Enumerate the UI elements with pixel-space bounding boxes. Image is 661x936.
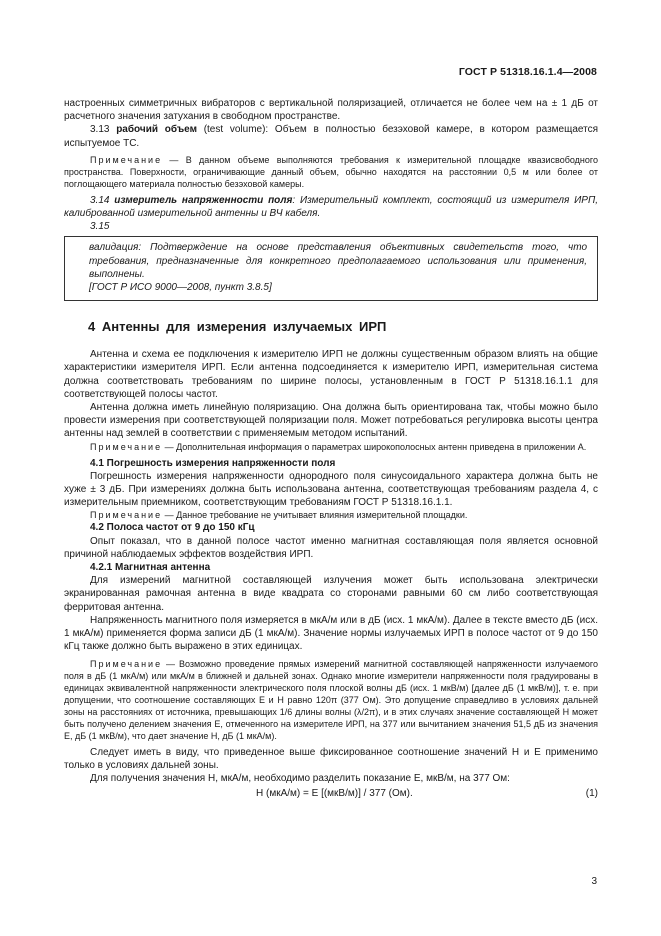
box-reference: [ГОСТ Р ИСО 9000—2008, пункт 3.8.5]: [89, 282, 272, 294]
subsection-4-2-1-paragraph-1: Для измерений магнитной составляющей излучения может быть использована электрически экранированная рамочная антенна в виде квадрата со сторонами равными 60 см либо соответствующая ферритовая антенна.: [64, 575, 598, 613]
definition-number: 3.13: [90, 124, 110, 136]
section-4-heading: 4 Антенны для измерения излучаемых ИРП: [88, 319, 387, 335]
note-label: Примечание: [90, 658, 163, 669]
note-label: Примечание: [90, 154, 163, 165]
note-text: — В данном объеме выполняются требования к измерительной площадке квазисвободного пространства. Поверхности, ограничивающие данный объем, обычно находятся на расстоянии 0,5 м или более от поглощающего материала полностью безэховой камеры.: [64, 154, 598, 189]
definition-text: (test volume): Объем в полностью безэховой камере, в котором размещается испытуемое ТС.: [64, 124, 598, 149]
note-text: — Дополнительная информация о параметрах широкополосных антенн приведена в приложении А.: [164, 441, 587, 452]
subsection-4-1-paragraph: Погрешность измерения напряженности однородного поля синусоидального характера должна быть не хуже ± 3 дБ. При измерениях должна быть использована антенна, соответствующая требованиям раздела 4, с измерительным приемником, соответствующим требованиям ГОСТ Р 51318.16.1.1.: [64, 470, 598, 509]
note-label: Примечание: [90, 441, 163, 452]
formula-expression: H (мкА/м) = E [(мкВ/м)] / 377 (Ом).: [256, 788, 413, 800]
section-4-paragraph-1: Антенна и схема ее подключения к измерителю ИРП не должны существенным образом влиять на общие характеристики измерителя ИРП. Если антенна подсоединяется к измерителю ИРП, измерительная система должна соответствовать требованиям по ширине полосы, установленным в ГОСТ Р 51318.16.1.1 для соответствующей полосы частот.: [64, 349, 598, 400]
page-number: 3: [591, 876, 597, 887]
subsection-4-2-1-paragraph-3: Следует иметь в виду, что приведенное выше фиксированное соотношение значений H и E применимо только в условиях дальней зоны.: [64, 746, 598, 771]
definition-box: [64, 236, 598, 301]
note-4: [64, 658, 598, 742]
subsection-4-2-1-heading: 4.2.1 Магнитная антенна: [90, 562, 211, 574]
note-1: [64, 154, 598, 190]
formula-number: (1): [585, 788, 598, 800]
section-4-paragraph-2: Антенна должна иметь линейную поляризацию. Она должна быть ориентирована так, чтобы можно было провести измерения при соответствующей поляризации поля. Может потребоваться регулировка высоты центра антенны над землей в соответствии с применяемым методом испытаний.: [64, 402, 598, 440]
subsection-4-2-1-paragraph-4: Для получения значения H, мкА/м, необходимо разделить показание E, мкВ/м, на 377 Ом:: [90, 772, 510, 784]
definition-3-13: [64, 123, 598, 149]
definition-text: : Измерительный комплект, состоящий из измерителя ИРП, калиброванной измерительной антенны и ВЧ кабеля.: [64, 194, 599, 220]
formula-1: [64, 788, 598, 803]
box-definition-text: валидация: Подтверждение на основе представления объективных свидетельств того, что требования, предназначенные для конкретного предполагаемого использования или применения, выполнены.: [89, 242, 587, 280]
subsection-4-2-heading: 4.2 Полоса частот от 9 до 150 кГц: [90, 522, 255, 534]
subsection-4-2-1-paragraph-2: Напряженность магнитного поля измеряется в мкА/м или в дБ (исх. 1 мкА/м). Далее в тексте вместо дБ (исх. 1 мкА/м) применяется форма записи дБ (1 мкА/м). Значение нормы излучаемых ИРП в полосе частот от 9 до 150 кГц также должно быть выражено в этих единицах.: [64, 614, 598, 653]
note-text: — Возможно проведение прямых измерений магнитной составляющей напряженности излучаемого поля в дБ (1 мкА/м) или мкА/м в ближней и дальней зонах. Однако многие измерители напряженности поля градуированы в единицах эквивалентной напряженности электрического поля плоской волны дБ (исх. 1 мкВ/м) [далее дБ (1 мкВ/м)], т. е. при допущении, что соотношение составляющих E и H равно 120π (377 Ом). Это допущение справедливо в условиях дальней зоны на расстояниях от источника, превышающих 1/6 длины волны (λ/2π), и в этих случаях значение составляющей H может быть получено делением значения E, отмеченного на измерителе ИРП, на 377 или вычитанием значения 51,5 дБ из значения E, дБ (1 мкВ/м), что дает значение H, дБ (1 мкА/м).: [64, 658, 598, 741]
standard-header: ГОСТ Р 51318.16.1.4—2008: [458, 66, 597, 78]
definition-term: измеритель напряженности поля: [114, 194, 293, 206]
note-label: Примечание: [90, 510, 163, 521]
definition-number-3-15: 3.15: [90, 221, 110, 233]
subsection-4-2-paragraph: Опыт показал, что в данной полосе частот именно магнитная составляющая поля является основной причиной наблюдаемых эффектов воздействия ИРП.: [64, 535, 598, 560]
intro-paragraph: настроенных симметричных вибраторов с вертикальной поляризацией, отличается не более чем на ± 1 дБ от расчетного значения затухания в свободном пространстве.: [64, 98, 598, 123]
note-text: — Данное требование не учитывает влияния измерительной площадки.: [164, 510, 468, 521]
note-3: [64, 509, 598, 521]
subsection-4-1-heading: 4.1 Погрешность измерения напряженности поля: [90, 457, 336, 469]
page-content: [64, 97, 598, 803]
note-2: [64, 441, 598, 453]
definition-3-14: [64, 194, 598, 220]
definition-number: 3.14: [90, 194, 110, 206]
definition-term: рабочий объем: [116, 124, 197, 136]
